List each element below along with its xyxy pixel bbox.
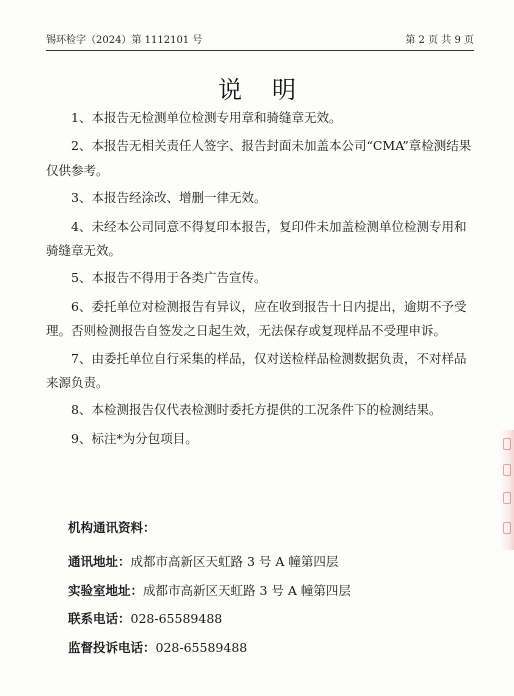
complaint-phone-label: 监督投诉电话： bbox=[68, 639, 156, 655]
note-item-3: 3、本报告经涂改、增删一律无效。 bbox=[71, 190, 267, 206]
seam-stamp-edge bbox=[500, 430, 514, 550]
note-item-9: 9、标注*为分包项目。 bbox=[71, 430, 198, 446]
note-item-7: 7、由委托单位自行采集的样品，仅对送检样品检测数据负责，不对样品来源负责。 bbox=[46, 350, 467, 391]
note-item-6: 6、委托单位对检测报告有异议，应在收到报告十日内提出，逾期不予受理。否则检测报告自签发之日起生效，无法保存或复现样品不受理申诉。 bbox=[46, 298, 467, 339]
note-item-8: 8、本检测报告仅代表检测时委托方提供的工况条件下的检测结果。 bbox=[71, 402, 442, 418]
address-label: 通讯地址： bbox=[68, 554, 131, 569]
seam-stamp-mark bbox=[503, 438, 511, 450]
seam-stamp-mark bbox=[503, 522, 511, 534]
complaint-phone-row bbox=[68, 638, 488, 658]
notes-list bbox=[46, 106, 476, 455]
seam-stamp-mark bbox=[503, 492, 511, 504]
page-indicator: 第 2 页 共 9 页 bbox=[405, 35, 474, 46]
page-title: 说明 bbox=[218, 76, 326, 104]
page-header bbox=[46, 31, 474, 51]
note-item-5: 5、本报告不得用于各类广告宣传。 bbox=[71, 270, 267, 286]
complaint-phone-value: 028-65589488 bbox=[155, 639, 248, 655]
phone-label: 联系电话： bbox=[68, 611, 131, 626]
note-item-4: 4、未经本公司同意不得复印本报告，复印件未加盖检测单位检测专用和骑缝章无效。 bbox=[46, 218, 467, 259]
note-item-2: 2、本报告无相关责任人签字、报告封面未加盖本公司“CMA”章检测结果仅供参考。 bbox=[46, 138, 472, 178]
lab-address-row bbox=[68, 581, 488, 601]
contact-heading: 机构通讯资料： bbox=[68, 520, 156, 535]
address-value: 成都市高新区天虹路 3 号 A 幢第四层 bbox=[130, 554, 339, 569]
lab-address-label: 实验室地址： bbox=[68, 582, 144, 598]
contact-info bbox=[68, 518, 488, 666]
report-number: 锡环检字（2024）第 1112101 号 bbox=[46, 35, 203, 46]
contact-address-row bbox=[68, 552, 488, 572]
note-item-1: 1、本报告无检测单位检测专用章和骑缝章无效。 bbox=[71, 110, 342, 125]
phone-value: 028-65589488 bbox=[130, 611, 223, 626]
phone-row bbox=[68, 609, 488, 629]
seam-stamp-mark bbox=[503, 464, 511, 476]
lab-address-value: 成都市高新区天虹路 3 号 A 幢第四层 bbox=[143, 582, 351, 598]
